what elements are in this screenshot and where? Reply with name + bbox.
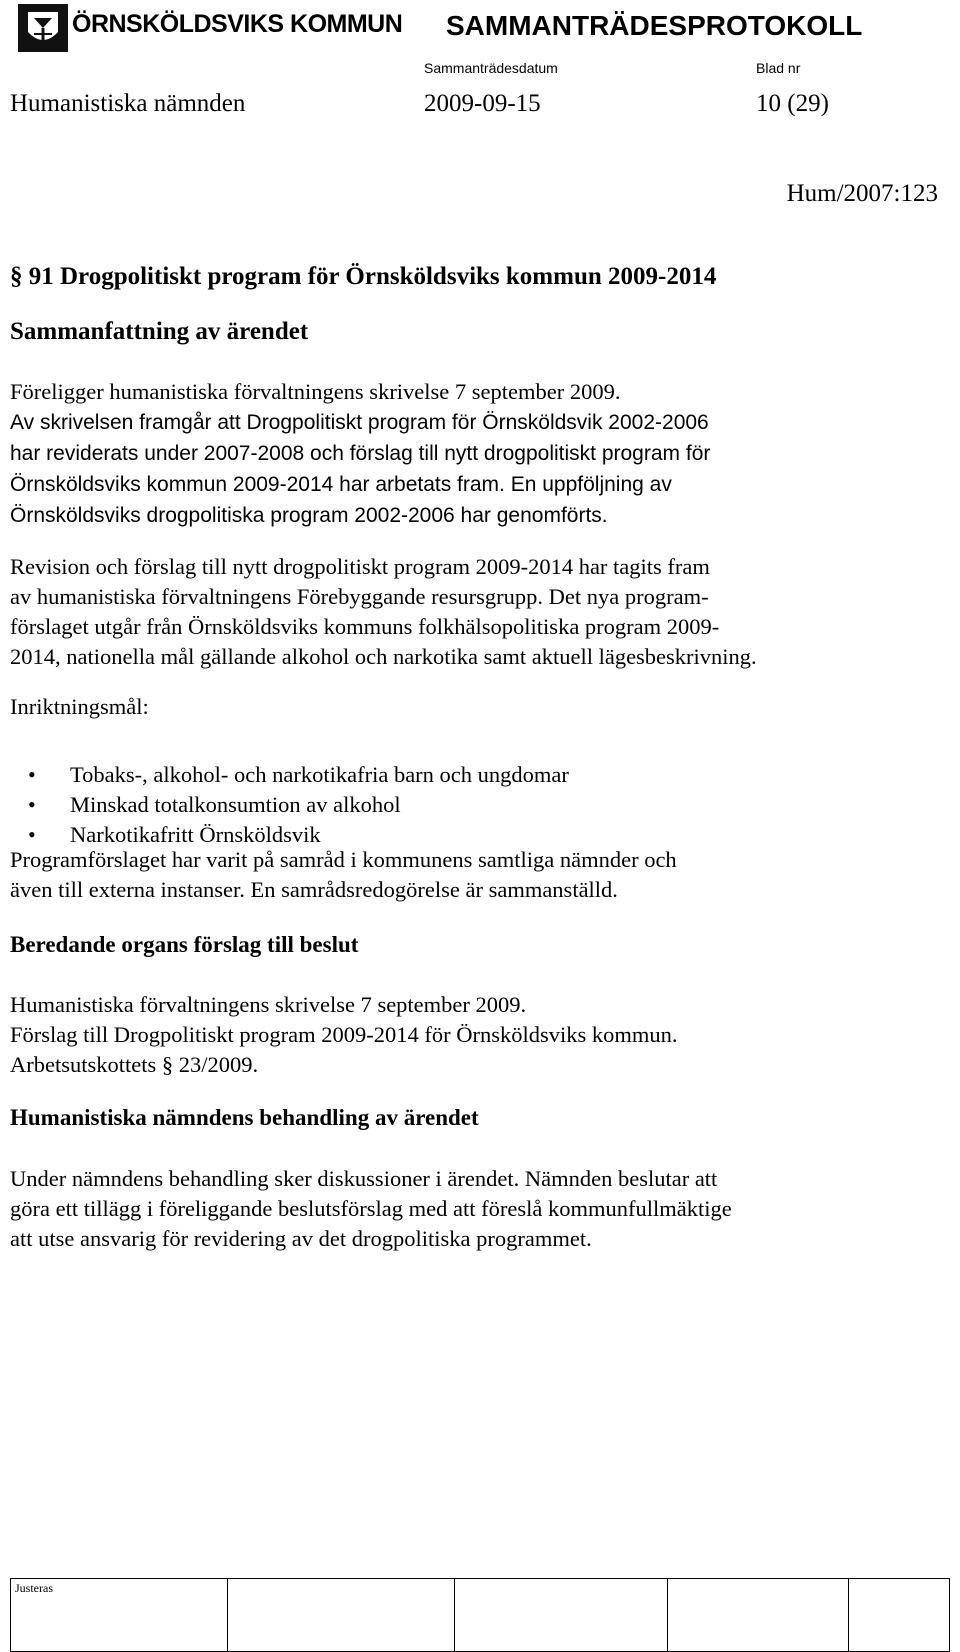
signature-cell bbox=[668, 1579, 849, 1652]
goal-text: Narkotikafritt Örnsköldsvik bbox=[70, 822, 321, 847]
summary-heading: Sammanfattning av ärendet bbox=[10, 318, 309, 345]
goals-label: Inriktningsmål: bbox=[10, 694, 149, 719]
paragraph-2: Revision och förslag till nytt drogpolitiskt program 2009-2014 har tagits fram av humanistiska förvaltningens Förebyggande resursgrupp. Det nya program- förslaget utgår från Örnsköldsviks kommuns folkhälsopolitiska program 2009- 2014, nationella mål gällande alkohol och narkotika samt aktuell lägesbeskrivning. bbox=[10, 554, 757, 669]
paragraph-1-rest: Av skrivelsen framgår att Drogpolitiskt program för Örnsköldsvik 2002-2006 har reviderats under 2007-2008 och förslag till nytt drogpolitiskt program för Örnsköldsviks kommun 2009-2014 har arbetats fram. En uppföljning av Örnsköldsviks drogpolitiska program 2002-2006 har genomförts. bbox=[10, 411, 711, 527]
justeras-cell bbox=[11, 1579, 228, 1652]
section-title: § 91 Drogpolitiskt program för Örnsköldsviks kommun 2009-2014 bbox=[10, 263, 717, 290]
reference-number: Hum/2007:123 bbox=[786, 180, 938, 207]
date-label: Sammanträdesdatum bbox=[424, 60, 558, 76]
justeras-label: Justeras bbox=[15, 1581, 53, 1595]
committee-name: Humanistiska nämnden bbox=[10, 90, 246, 117]
signature-cell bbox=[228, 1579, 455, 1652]
page-number: 10 (29) bbox=[756, 90, 829, 117]
document-type: SAMMANTRÄDESPROTOKOLL bbox=[446, 10, 863, 41]
list-item bbox=[24, 760, 569, 790]
signature-cell bbox=[849, 1579, 950, 1652]
goals-list bbox=[24, 760, 569, 850]
paragraph-3: Programförslaget har varit på samråd i kommunens samtliga nämnder och även till externa instanser. En samrådsredogörelse är sammanställd. bbox=[10, 847, 677, 902]
municipality-name: ÖRNSKÖLDSVIKS KOMMUN bbox=[72, 10, 403, 38]
meeting-date: 2009-09-15 bbox=[424, 90, 541, 117]
paragraph-1-first-line: Föreligger humanistiska förvaltningens skrivelse 7 september 2009. bbox=[10, 379, 621, 404]
signature-table bbox=[10, 1578, 950, 1652]
proposal-heading: Beredande organs förslag till beslut bbox=[10, 932, 359, 957]
list-item bbox=[24, 790, 569, 820]
signature-cell bbox=[455, 1579, 668, 1652]
coat-of-arms-icon bbox=[18, 4, 68, 52]
goal-text: Tobaks-, alkohol- och narkotikafria barn och ungdomar bbox=[70, 762, 569, 787]
goal-text: Minskad totalkonsumtion av alkohol bbox=[70, 792, 401, 817]
handling-text: Under nämndens behandling sker diskussioner i ärendet. Nämnden beslutar att göra ett tillägg i föreliggande beslutsförslag med att föreslå kommunfullmäktige att utse ansvarig för revidering av det drogpolitiska programmet. bbox=[10, 1166, 732, 1251]
page-label: Blad nr bbox=[756, 60, 801, 76]
proposal-text: Humanistiska förvaltningens skrivelse 7 september 2009. Förslag till Drogpolitiskt program 2009-2014 för Örnsköldsviks kommun. Arbetsutskottets § 23/2009. bbox=[10, 992, 678, 1077]
handling-heading: Humanistiska nämndens behandling av ärendet bbox=[10, 1105, 479, 1130]
